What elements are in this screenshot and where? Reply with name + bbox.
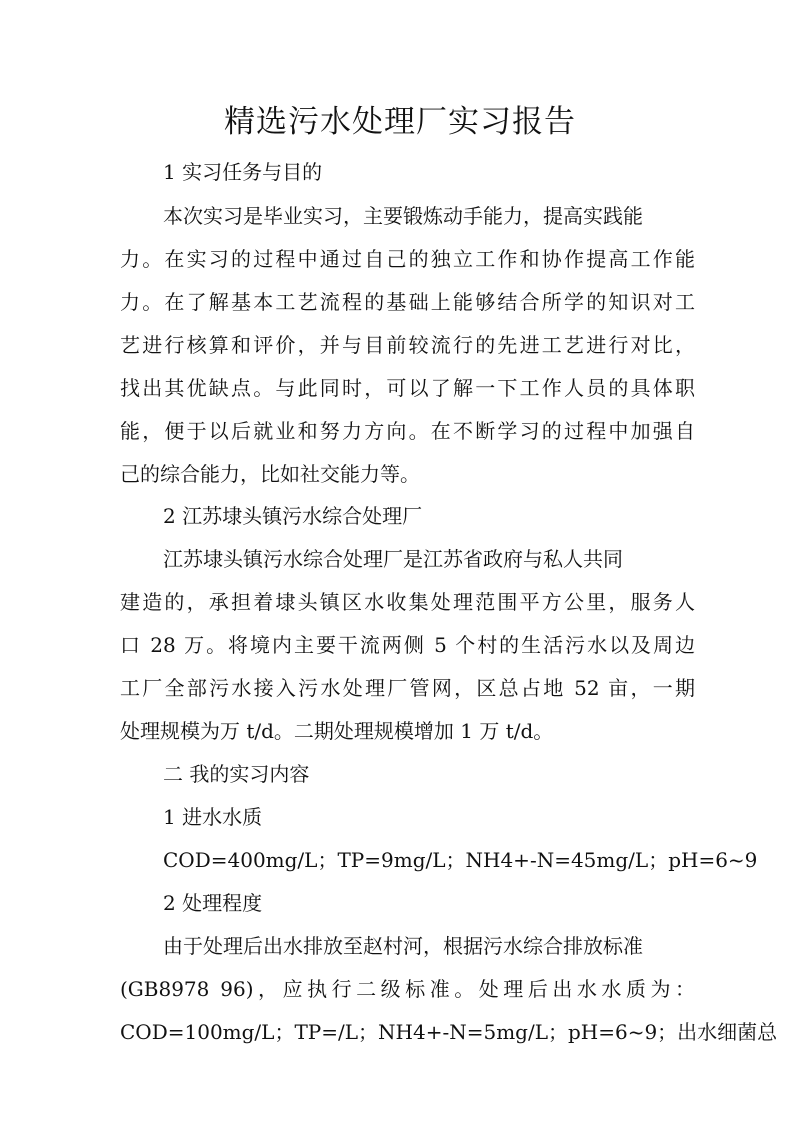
document-title: 精选污水处理厂实习报告 [224,104,576,140]
paragraph-line: 由于处理后出水排放至赵村河，根据污水综合排放标准 [163,934,643,958]
paragraph-line: 工厂全部污水接入污水处理厂管网，区总占地 52 亩，一期 [120,676,695,700]
heading-treatment-level: 2 处理程度 [163,891,263,915]
paragraph-line: 力。在了解基本工艺流程的基础上能够结合所学的知识对工 [120,290,695,314]
paragraph-line: 处理规模为万 t/d。二期处理规模增加 1 万 t/d。 [120,719,554,743]
heading-section-2: 2 江苏埭头镇污水综合处理厂 [163,504,423,528]
paragraph-line: 找出其优缺点。与此同时，可以了解一下工作人员的具体职 [120,376,695,400]
paragraph-line: COD=100mg/L；TP=/L；NH4+-N=5mg/L；pH=6~9；出水细菌总 [120,1020,778,1044]
paragraph-line: 能，便于以后就业和努力方向。在不断学习的过程中加强自 [120,419,695,443]
heading-inflow-quality: 1 进水水质 [163,805,263,829]
paragraph-line: 力。在实习的过程中通过自己的独立工作和协作提高工作能 [120,247,695,271]
paragraph-line: 口 28 万。将境内主要干流两侧 5 个村的生活污水以及周边 [120,633,695,657]
heading-section-1: 1 实习任务与目的 [163,160,323,184]
paragraph-line: 己的综合能力，比如社交能力等。 [120,462,420,486]
paragraph-line: 艺进行核算和评价，并与目前较流行的先进工艺进行对比， [120,333,695,357]
inflow-quality-values: COD=400mg/L；TP=9mg/L；NH4+-N=45mg/L；pH=6~9 [163,848,758,872]
paragraph-line: 本次实习是毕业实习，主要锻炼动手能力，提高实践能 [163,204,643,228]
paragraph-line: 建造的，承担着埭头镇区水收集处理范围平方公里，服务人 [120,590,695,614]
paragraph-line: (GB8978 96)，应执行二级标准。处理后出水水质为： [120,977,695,1001]
heading-chapter-2: 二 我的实习内容 [163,762,310,786]
paragraph-line: 江苏埭头镇污水综合处理厂是江苏省政府与私人共同 [163,547,623,571]
